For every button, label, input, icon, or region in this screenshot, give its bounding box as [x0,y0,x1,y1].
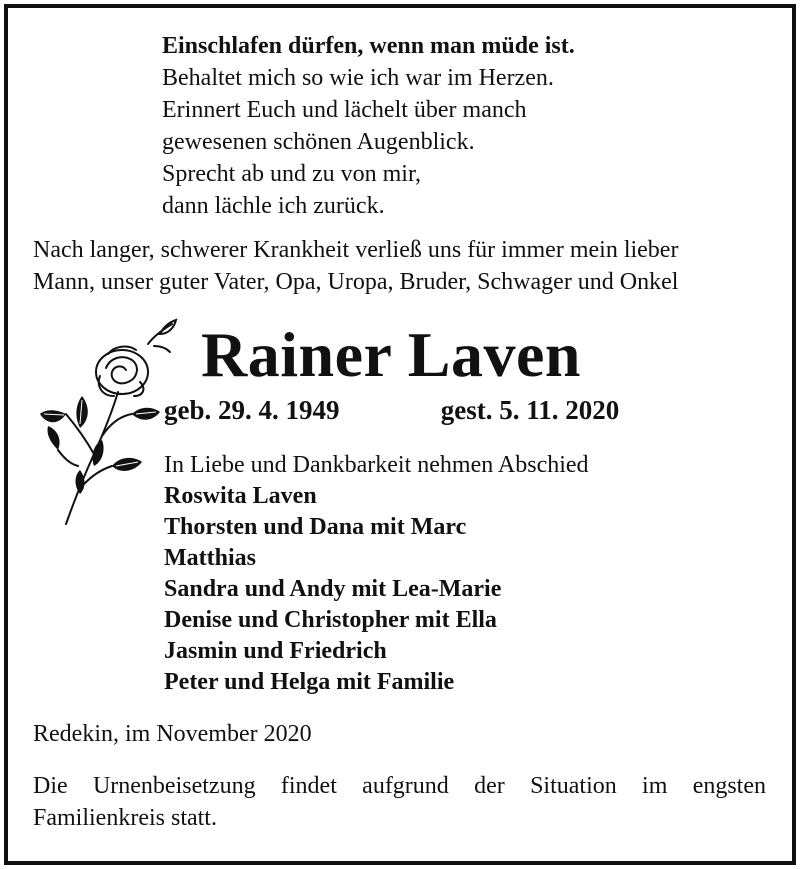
life-dates [164,392,619,428]
mourner-name: Sandra und Andy mit Lea-Marie [164,576,502,602]
announcement-line: Mann, unser guter Vater, Opa, Uropa, Bruder, Schwager und Onkel [33,269,679,295]
poem-line: gewesenen schönen Augenblick. [162,129,475,155]
mourner-name: Jasmin und Friedrich [164,638,387,664]
birth-date: geb. 29. 4. 1949 [164,395,340,425]
death-date: gest. 5. 11. 2020 [440,395,620,425]
burial-note-line: Die Urnenbeisetzung findet aufgrund der Situation im engsten [33,773,766,799]
announcement-line: Nach langer, schwerer Krankheit verließ uns für immer mein lieber [33,237,679,263]
mourner-name: Roswita Laven [164,483,317,509]
place-and-date: Redekin, im November 2020 [33,721,312,747]
poem-line: dann lächle ich zurück. [162,193,385,219]
burial-note-line: Familienkreis statt. [33,805,217,831]
burial-note [33,770,766,834]
deceased-name: Rainer Laven [201,319,581,390]
mourners-list [164,450,589,698]
poem-line: Sprecht ab und zu von mir, [162,161,421,187]
poem [162,30,575,222]
mourner-name: Peter und Helga mit Familie [164,669,455,695]
mourner-name: Matthias [164,545,256,571]
poem-line: Behaltet mich so wie ich war im Herzen. [162,65,554,91]
mourner-name: Denise und Christopher mit Ella [164,607,497,633]
poem-line: Einschlafen dürfen, wenn man müde ist. [162,33,575,59]
poem-line: Erinnert Euch und lächelt über manch [162,97,527,123]
mourners-heading: In Liebe und Dankbarkeit nehmen Abschied [164,452,589,478]
mourner-name: Thorsten und Dana mit Marc [164,514,467,540]
announcement-text [33,234,765,298]
